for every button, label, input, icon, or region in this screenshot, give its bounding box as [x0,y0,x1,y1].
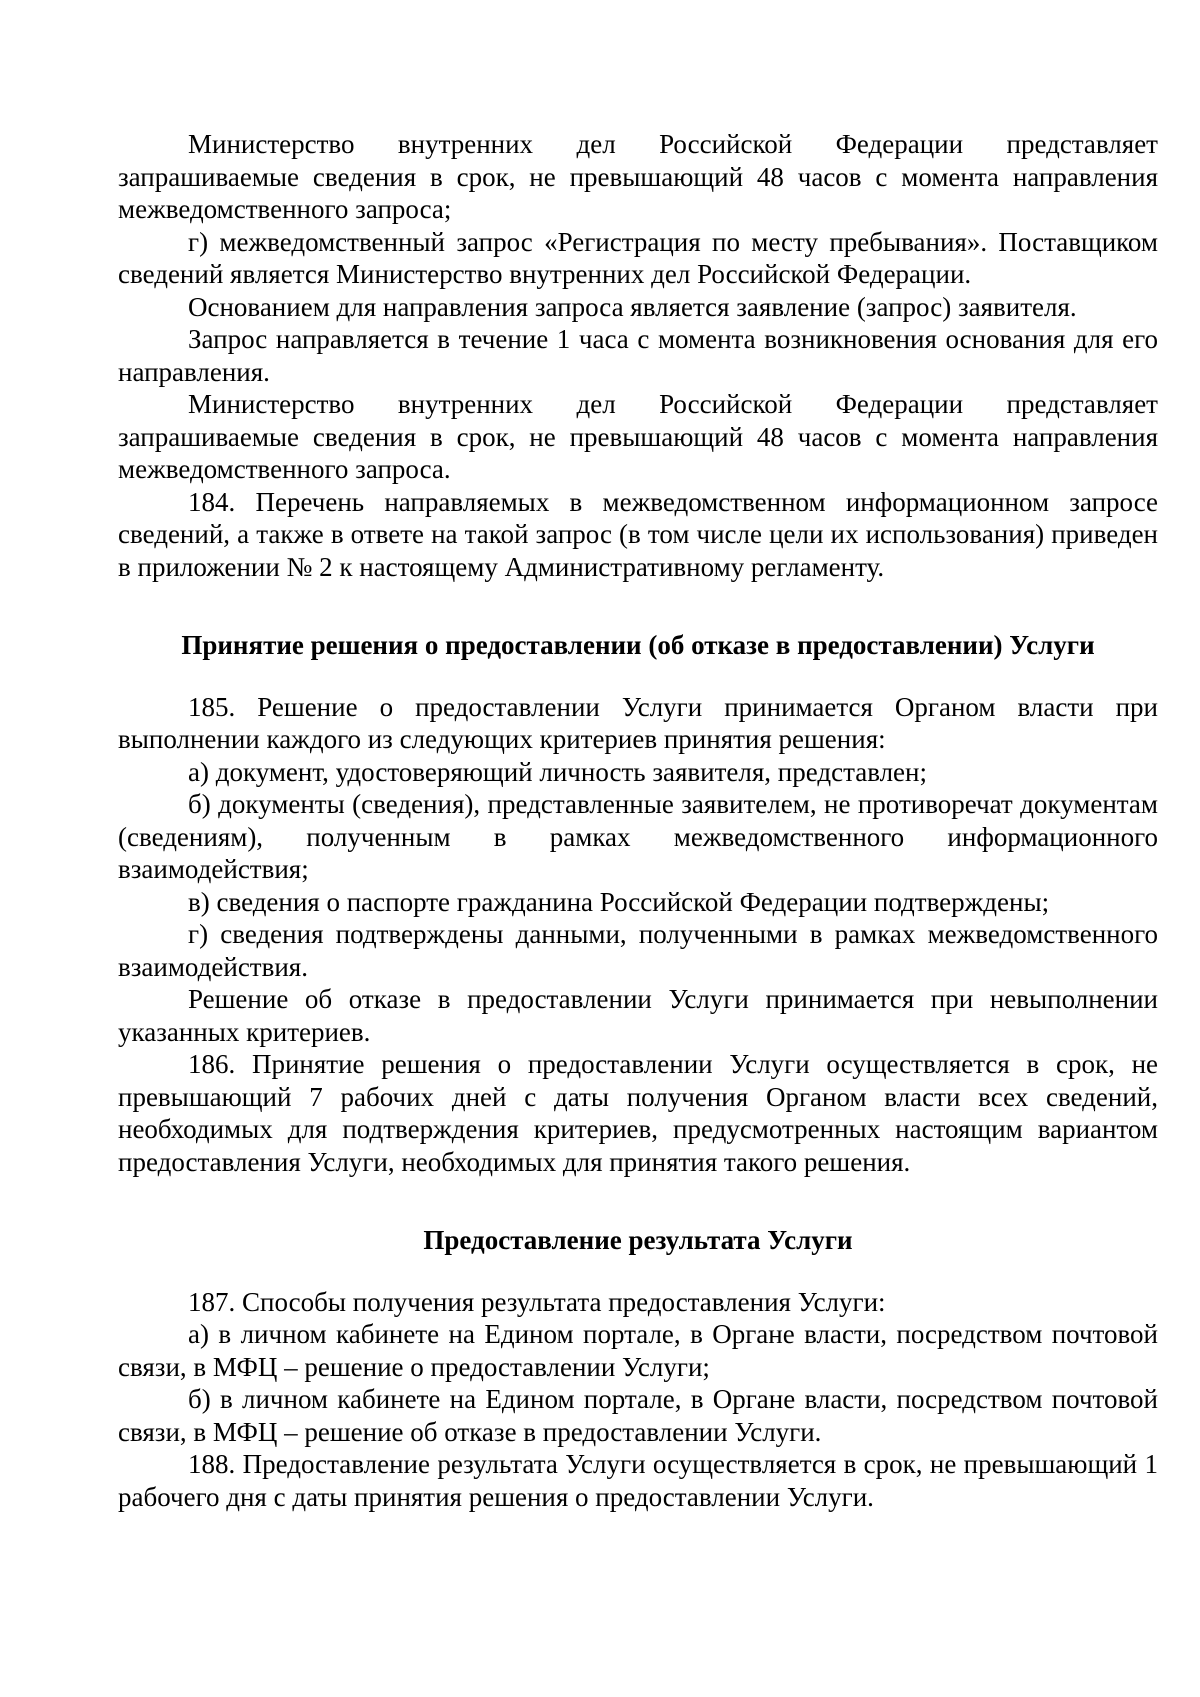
paragraph: Запрос направляется в течение 1 часа с момента возникновения основания для его направления. [118,324,1158,387]
paragraph: 184. Перечень направляемых в межведомственном информационном запросе сведений, а также в ответе на такой запрос (в том числе цели их использования) приведен в приложении № 2 к настоящему Административному регламенту. [118,486,1158,582]
paragraph: 187. Способы получения результата предоставления Услуги: [188,1286,886,1317]
paragraph: б) в личном кабинете на Едином портале, в Органе власти, посредством почтовой связи, в МФЦ – решение об отказе в предоставлении Услуги. [118,1384,1158,1447]
paragraph: г) межведомственный запрос «Регистрация по месту пребывания». Поставщиком сведений является Министерство внутренних дел Российской Федерации. [118,226,1158,289]
paragraph: Основанием для направления запроса является заявление (запрос) заявителя. [188,291,1077,322]
paragraph: а) документ, удостоверяющий личность заявителя, представлен; [188,756,927,787]
paragraph: Министерство внутренних дел Российской Федерации представляет запрашиваемые сведения в срок, не превышающий 48 часов с момента направления межведомственного запроса; [118,129,1158,224]
section-heading-decision: Принятие решения о предоставлении (об отказе в предоставлении) Услуги [181,630,1095,660]
section-heading-result: Предоставление результата Услуги [423,1225,853,1255]
paragraph: а) в личном кабинете на Едином портале, в Органе власти, посредством почтовой связи, в МФЦ – решение о предоставлении Услуги; [118,1319,1158,1382]
document-body [118,128,1158,1513]
paragraph: 186. Принятие решения о предоставлении Услуги осуществляется в срок, не превышающий 7 рабочих дней с даты получения Органом власти всех сведений, необходимых для подтверждения критериев, предусмотренных настоящим вариантом предоставления Услуги, необходимых для принятия такого решения. [118,1049,1158,1177]
paragraph: Министерство внутренних дел Российской Федерации представляет запрашиваемые сведения в срок, не превышающий 48 часов с момента направления межведомственного запроса. [118,389,1158,484]
paragraph: 185. Решение о предоставлении Услуги принимается Органом власти при выполнении каждого из следующих критериев принятия решения: [118,691,1158,754]
paragraph: 188. Предоставление результата Услуги осуществляется в срок, не превышающий 1 рабочего дня с даты принятия решения о предоставлении Услуги. [118,1449,1158,1512]
paragraph: б) документы (сведения), представленные заявителем, не противоречат документам (сведениям), полученным в рамках межведомственного информационного взаимодействия; [118,789,1158,884]
paragraph: г) сведения подтверждены данными, полученными в рамках межведомственного взаимодействия. [118,919,1158,982]
paragraph: Решение об отказе в предоставлении Услуги принимается при невыполнении указанных критериев. [118,984,1158,1047]
paragraph: в) сведения о паспорте гражданина Российской Федерации подтверждены; [188,886,1050,917]
